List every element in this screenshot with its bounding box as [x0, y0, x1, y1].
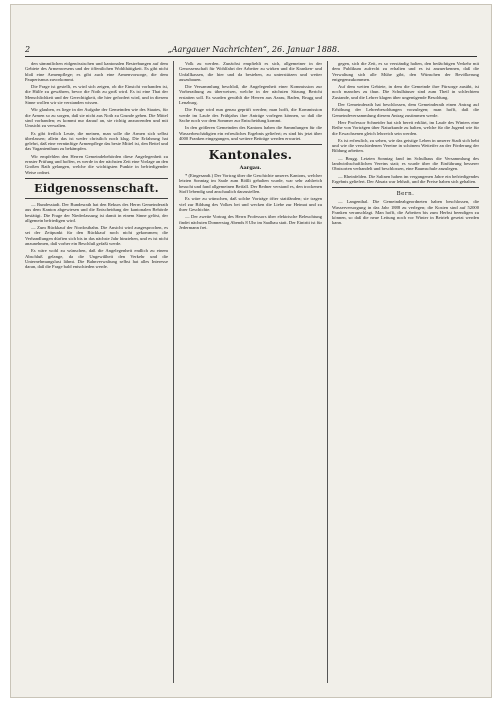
col2-paragraph-1: Volk zu werden. Zunächst empfiehlt es sich, allgemeiner in der Genossenschaft für Wohlfahrt der Arbeiter zu wirken und die Kranken- und Unfallkassen, die hier und da bestehen, zu unterstützen und weiter auszubauen. — [179, 61, 322, 82]
col3-paragraph-7: — Rheinfelden. Die Salinen haben im vergangenen Jahre ein befriedigendes Ergebnis geliefert. Der Absatz war lebhaft, und die Preise haben sich gehalten. — [332, 173, 479, 184]
col1-section-paragraph-3: Es wäre wohl zu wünschen, daß die Angelegenheit endlich zu einem Abschluß gelange, da die Ungewißheit den Verkehr und die Unternehmungslust lähmt. Die Bahnverwaltung selbst hat alles Interesse daran, daß die Frage bald entschieden werde. — [25, 248, 168, 270]
column-rule — [173, 61, 174, 683]
col2-section-paragraph-1: * (Eingesandt.) Der Vortrag über die Geschichte unseres Kantons, welcher letzten Sonntag im Saale zum Rößli gehalten wurde, war sehr zahlreich besucht und fand allgemeinen Beifall. Der Redner verstand es, den trockenen Stoff lebendig und anschaulich darzustellen. — [179, 173, 322, 195]
section-divider — [179, 144, 322, 145]
col2-paragraph-2: Die Versammlung beschloß, die Angelegenheit einer Kommission zur Vorberathung zu überweisen, welche in der nächsten Sitzung Bericht erstatten soll. Es wurden gewählt die Herren aus Aarau, Baden, Brugg und Lenzburg. — [179, 84, 322, 106]
col1-paragraph-5: Wir empfehlen den Herren Gemeindebehörden diese Angelegenheit zu ernster Prüfung und hoffen, es werde in der nächsten Zeit eine Vorlage an den Großen Rath gelangen, welche die wichtigsten Punkte in befriedigender Weise ordnet. — [25, 153, 168, 175]
page-header — [25, 43, 477, 55]
header-rule — [25, 56, 477, 57]
section-divider — [332, 187, 479, 188]
col3-paragraph-1: gegen, sich die Zeit, es so verständig halten, den bedächtigen Verkehr mit dem Publikum aufrecht zu erhalten und es ist anzuerkennen, daß die Verwaltung sich alle Mühe gibt, den Wünschen der Bevölkerung entgegenzukommen. — [332, 61, 479, 82]
col2-paragraph-4: In den größeren Gemeinden des Kantons haben die Sammlungen für die Wasserbeschädigten ein erfreuliches Ergebnis geliefert; es sind bis jetzt über 4000 Franken eingegangen, und weitere Beiträge werden erwartet. — [179, 125, 322, 141]
subsection-title-aargau: Aargau. — [239, 165, 262, 172]
section-divider — [25, 198, 168, 199]
col1-section-paragraph-2: — Zum Rückkauf der Nordostbahn. Die Ansicht wird ausgesprochen, es sei der Zeitpunkt für den Rückkauf noch nicht gekommen; die Verhandlungen dürften sich bis in das nächste Jahr hinziehen, und es ist nicht anzunehmen, daß vorher ein Beschluß gefaßt werde. — [25, 225, 168, 247]
col3-paragraph-6: — Brugg. Letzten Sonntag fand im Schulhaus die Versammlung des landwirthschaftlichen Vereins statt; es wurde über die Einführung besserer Obstsorten verhandelt und beschlossen, eine Baumschule anzulegen. — [332, 155, 479, 172]
col1-paragraph-1: den sämmtlichen eidgenössischen und kantonalen Bestrebungen auf dem Gebiete des Armenwesens und der öffentlichen Wohlthätigkeit. Es gibt nicht bloß eine Armenpflege; es gibt auch eine Armenvorsorge, die dem Pauperismus zuvorkommt. — [25, 61, 168, 82]
col1-paragraph-3: Wir glauben, es liege in der Aufgabe der Gemeinden wie des Staates, für die Armen so zu sorgen, daß sie nicht aus Noth zu Grunde gehen. Die Mittel sind vorhanden; es kommt nur darauf an, sie richtig anzuwenden und mit Umsicht zu verwalten. — [25, 107, 168, 129]
col2-section-paragraph-2: Es wäre zu wünschen, daß solche Vorträge öfter stattfänden; sie tragen viel zur Bildung des Volkes bei und wecken die Liebe zur Heimat und zu ihrer Geschichte. — [179, 196, 322, 212]
col3-paragraph-5: Es ist erfreulich, zu sehen, wie das geistige Leben in unserer Stadt sich hebt und wie die verschiedenen Vereine in schönem Wetteifer an der Förderung der Bildung arbeiten. — [332, 137, 479, 154]
section-divider — [25, 178, 168, 179]
section-title-kantonales: Kantonales. — [208, 148, 293, 163]
col3-paragraph-4: Herr Professor Schneider hat sich bereit erklärt, im Laufe des Winters eine Reihe von Vorträgen über Naturkunde zu halten, welche für die Jugend wie für die Erwachsenen gleich lehrreich sein werden. — [332, 119, 479, 136]
col1-paragraph-2: Die Frage ist gestellt, es wird sich zeigen, ob die Einsicht vorhanden ist, die Hülfe zu gewähren, bevor die Noth zu groß wird. Es ist eine That der Menschlichkeit und der Gerechtigkeit, die hier gefordert wird, und in diesem Sinne wollen wir sie verstanden wissen. — [25, 84, 168, 106]
col3-bern-paragraph-1: — Langenthal. Die Gemeindeabgeordneten haben beschlossen, die Wasserversorgung in das Jahr 1888 zu verlegen; die Kosten sind auf 52000 Franken veranschlagt. Man hofft, die Arbeiten bis zum Herbst beendigen zu können, so daß die neue Leitung noch vor Winter in Betrieb gesetzt werden kann. — [332, 199, 479, 226]
col2-section-paragraph-3: — Der zweite Vortrag des Herrn Professors über elektrische Beleuchtung findet nächsten Donnerstag Abends 8 Uhr im Saalbau statt. Der Eintritt ist für Jedermann frei. — [179, 214, 322, 230]
masthead-date: „Aargauer Nachrichten“, 26. Januar 1888. — [167, 44, 340, 54]
col3-paragraph-3: Der Gemeinderath hat beschlossen, dem Gemeinderath einen Antrag auf Erhöhung der Lehrerbesoldungen vorzulegen; man hofft, daß die Gemeindeversammlung diesem Antrag zustimmen werde. — [332, 102, 479, 118]
column-2 — [179, 61, 322, 683]
col2-paragraph-3: Die Frage wird nun genau geprüft werden; man hofft, die Kommission werde im Laufe des Frühjahrs ihre Anträge vorlegen können, so daß die Sache noch vor dem Sommer zur Entscheidung kommt. — [179, 107, 322, 123]
page-number: 2 — [25, 44, 31, 54]
col1-section-paragraph-1: — Bundesstadt. Der Bundesrath hat den Rekurs des Herrn Gemeinderath aus dem Kanton abgewiesen und die Entscheidung der kantonalen Behörde bestätigt. Die Frage der Niederlassung ist damit in einem Sinne gelöst, der allgemein befriedigen wird. — [25, 201, 168, 223]
section-title-eidgenossenschaft: Eidgenossenschaft. — [34, 181, 159, 195]
column-1 — [25, 61, 168, 683]
newspaper-page — [10, 4, 492, 698]
subsection-title-bern: Bern. — [396, 191, 415, 198]
col1-paragraph-4: Es gibt freilich Leute, die meinen, man solle die Armen sich selbst überlassen; allein das ist weder christlich noch klug. Die Erfahrung hat gelehrt, daß eine vernünftige Armenpflege das beste Mittel ist, den Bettel und das Vagantenthum zu bekämpfen. — [25, 130, 168, 152]
col3-paragraph-2: Auf dem weiten Gebiete, in dem die Gemeinde ihre Fürsorge ausübt, ist noch manches zu thun. Die Schulhäuser sind zum Theil in schlechtem Zustande, und die Lehrer klagen über ungenügende Besoldung. — [332, 84, 479, 100]
column-rule — [327, 61, 328, 683]
column-3 — [332, 61, 479, 683]
